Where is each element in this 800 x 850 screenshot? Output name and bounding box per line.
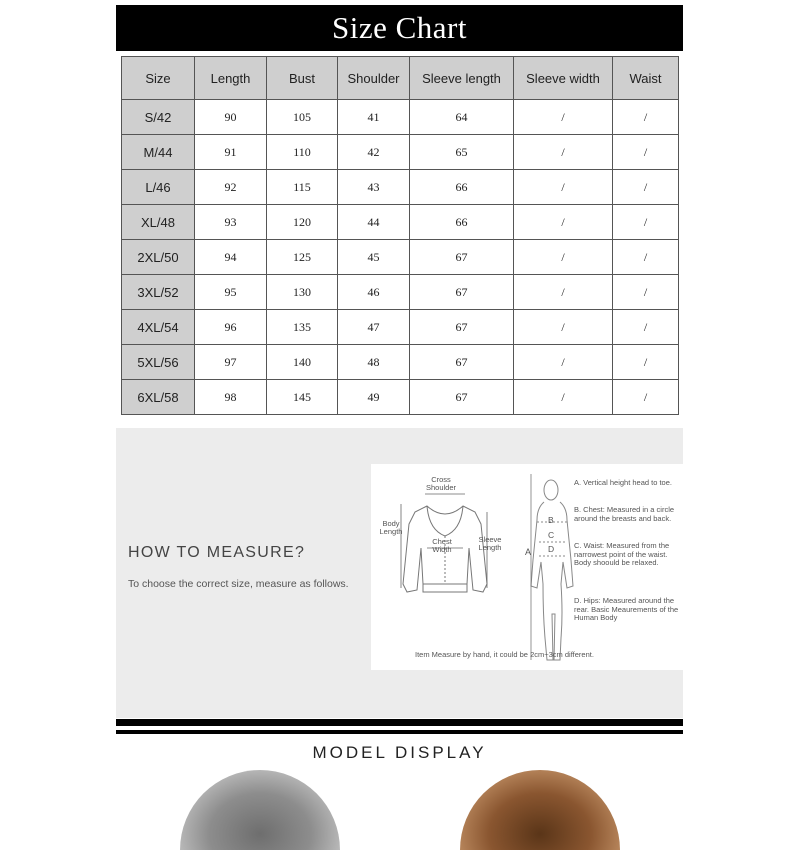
table-cell: 125 bbox=[267, 240, 338, 275]
table-cell: / bbox=[514, 100, 613, 135]
size-cell: 4XL/54 bbox=[122, 310, 195, 345]
table-cell: / bbox=[613, 170, 679, 205]
chest-width-label: Chest Width bbox=[432, 537, 452, 554]
table-cell: 145 bbox=[267, 380, 338, 415]
table-cell: / bbox=[613, 205, 679, 240]
column-header: Waist bbox=[613, 57, 679, 100]
table-cell: 140 bbox=[267, 345, 338, 380]
table-cell: 48 bbox=[338, 345, 410, 380]
column-header: Length bbox=[195, 57, 267, 100]
how-to-measure-subtitle: To choose the correct size, measure as follows. bbox=[128, 578, 349, 590]
table-cell: / bbox=[613, 100, 679, 135]
column-header: Shoulder bbox=[338, 57, 410, 100]
table-cell: / bbox=[514, 310, 613, 345]
table-cell: / bbox=[514, 135, 613, 170]
table-cell: / bbox=[613, 240, 679, 275]
table-cell: 120 bbox=[267, 205, 338, 240]
table-cell: 97 bbox=[195, 345, 267, 380]
table-cell: 65 bbox=[410, 135, 514, 170]
table-cell: 66 bbox=[410, 170, 514, 205]
size-cell: 6XL/58 bbox=[122, 380, 195, 415]
table-cell: 92 bbox=[195, 170, 267, 205]
table-cell: 90 bbox=[195, 100, 267, 135]
table-row bbox=[122, 240, 679, 275]
model-display-heading: MODEL DISPLAY bbox=[312, 743, 487, 762]
how-to-measure-heading: HOW TO MEASURE? bbox=[128, 544, 306, 561]
size-cell: 5XL/56 bbox=[122, 345, 195, 380]
table-cell: 66 bbox=[410, 205, 514, 240]
table-cell: 64 bbox=[410, 100, 514, 135]
table-cell: 43 bbox=[338, 170, 410, 205]
note-c: C. Waist: Measured from the narrowest point of the waist. Body shoould be relaxed. bbox=[574, 541, 670, 567]
size-cell: S/42 bbox=[122, 100, 195, 135]
size-cell: M/44 bbox=[122, 135, 195, 170]
divider-thin bbox=[116, 730, 683, 734]
table-cell: 41 bbox=[338, 100, 410, 135]
size-chart-title: Size Chart bbox=[116, 5, 683, 51]
figure-body bbox=[531, 502, 573, 660]
sleeve-length-label: Sleeve Length bbox=[478, 535, 502, 552]
table-cell: 96 bbox=[195, 310, 267, 345]
table-cell: 67 bbox=[410, 345, 514, 380]
table-row bbox=[122, 170, 679, 205]
size-cell: 2XL/50 bbox=[122, 240, 195, 275]
size-cell: 3XL/52 bbox=[122, 275, 195, 310]
table-cell: / bbox=[613, 380, 679, 415]
table-cell: 67 bbox=[410, 380, 514, 415]
size-cell: XL/48 bbox=[122, 205, 195, 240]
column-header: Sleeve length bbox=[410, 57, 514, 100]
table-cell: 49 bbox=[338, 380, 410, 415]
table-cell: 47 bbox=[338, 310, 410, 345]
column-header: Bust bbox=[267, 57, 338, 100]
table-cell: 115 bbox=[267, 170, 338, 205]
marker-b: B bbox=[548, 515, 554, 525]
table-cell: / bbox=[514, 380, 613, 415]
table-header-row bbox=[122, 57, 679, 100]
table-cell: / bbox=[514, 240, 613, 275]
note-a: A. Vertical height head to toe. bbox=[574, 478, 672, 487]
grey-fur-photo bbox=[180, 770, 340, 850]
size-cell: L/46 bbox=[122, 170, 195, 205]
table-row bbox=[122, 275, 679, 310]
table-row bbox=[122, 345, 679, 380]
note-b: B. Chest: Measured in a circle around the breasts and back. bbox=[574, 505, 675, 523]
table-cell: 67 bbox=[410, 240, 514, 275]
brown-fur-photo bbox=[460, 770, 620, 850]
table-cell: 67 bbox=[410, 310, 514, 345]
column-header: Sleeve width bbox=[514, 57, 613, 100]
table-cell: / bbox=[514, 345, 613, 380]
table-cell: 46 bbox=[338, 275, 410, 310]
table-row bbox=[122, 310, 679, 345]
table-cell: / bbox=[514, 275, 613, 310]
table-cell: 93 bbox=[195, 205, 267, 240]
divider-thick bbox=[116, 719, 683, 726]
how-to-measure-section bbox=[116, 428, 683, 718]
table-row bbox=[122, 380, 679, 415]
table-row bbox=[122, 135, 679, 170]
table-row bbox=[122, 100, 679, 135]
table-row bbox=[122, 205, 679, 240]
cross-shoulder-label: Cross Shoulder bbox=[425, 475, 457, 492]
body-length-label: Body Length bbox=[379, 519, 403, 536]
table-cell: / bbox=[613, 310, 679, 345]
marker-d: D bbox=[548, 544, 555, 554]
table-cell: 95 bbox=[195, 275, 267, 310]
table-cell: 130 bbox=[267, 275, 338, 310]
table-cell: / bbox=[613, 345, 679, 380]
measure-footnote: Item Measure by hand, it could be 2cm~3cm different. bbox=[415, 650, 594, 659]
table-cell: 98 bbox=[195, 380, 267, 415]
column-header: Size bbox=[122, 57, 195, 100]
table-cell: 135 bbox=[267, 310, 338, 345]
marker-a: A bbox=[525, 547, 532, 557]
table-cell: 105 bbox=[267, 100, 338, 135]
size-table bbox=[121, 56, 679, 415]
table-cell: / bbox=[514, 170, 613, 205]
table-cell: 45 bbox=[338, 240, 410, 275]
table-cell: 42 bbox=[338, 135, 410, 170]
table-cell: 110 bbox=[267, 135, 338, 170]
marker-c: C bbox=[548, 530, 555, 540]
table-cell: 44 bbox=[338, 205, 410, 240]
table-cell: 94 bbox=[195, 240, 267, 275]
table-cell: 67 bbox=[410, 275, 514, 310]
table-cell: / bbox=[613, 135, 679, 170]
table-cell: 91 bbox=[195, 135, 267, 170]
measurement-guide-card bbox=[371, 464, 683, 670]
table-cell: / bbox=[613, 275, 679, 310]
note-d: D. Hips: Measured around the rear. Basic Meaurements of the Human Body bbox=[574, 596, 679, 622]
figure-head bbox=[544, 480, 558, 500]
table-cell: / bbox=[514, 205, 613, 240]
